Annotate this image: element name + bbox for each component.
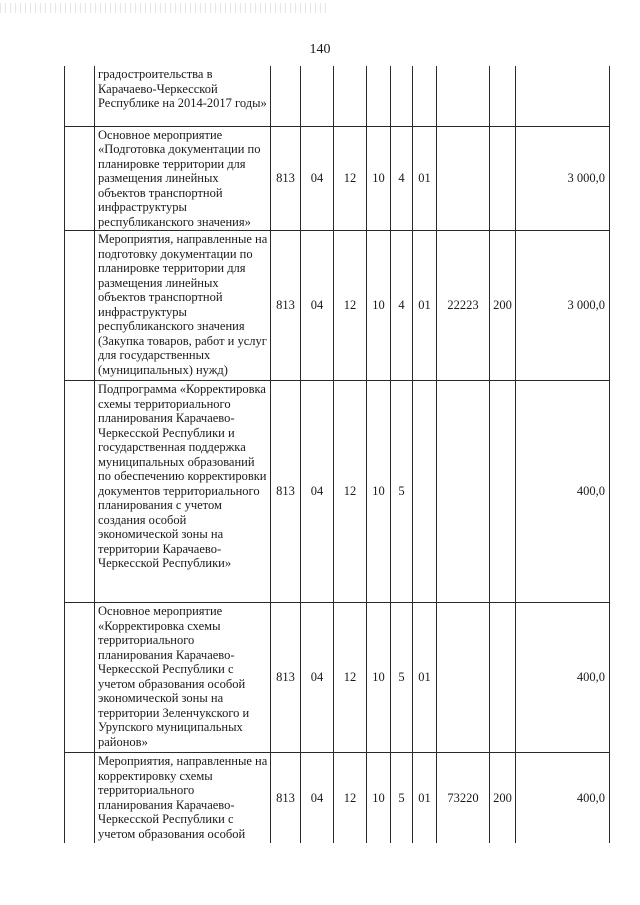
program-code: 10: [367, 126, 391, 231]
section-code: 04: [301, 126, 334, 231]
table-row: [65, 231, 610, 381]
blank-cell: [65, 753, 95, 843]
direction-code: 22223: [437, 231, 490, 381]
subprogram-code: 5: [391, 381, 413, 603]
program-code: 10: [367, 231, 391, 381]
subsection-code: 12: [334, 126, 367, 231]
subsection-code: 12: [334, 381, 367, 603]
table-row: [65, 381, 610, 603]
table-row: [65, 603, 610, 753]
amount: 3 000,0: [516, 126, 610, 231]
section-code: 04: [301, 381, 334, 603]
expense-type-code: 200: [490, 231, 516, 381]
ministry-code: [271, 66, 301, 126]
direction-code: [437, 66, 490, 126]
activity-code: 01: [413, 231, 437, 381]
amount: 400,0: [516, 753, 610, 843]
program-code: [367, 66, 391, 126]
amount: 400,0: [516, 381, 610, 603]
row-name: Подпрограмма «Корректировка схемы территориального планирования Карачаево-Черкесской Республики и государственная поддержка муниципальных образований по обеспечению корректировки документов территориального планирования с учетом создания особой экономической зоны на территории Карачаево-Черкесской Республики»: [95, 381, 271, 603]
ministry-code: 813: [271, 381, 301, 603]
subsection-code: [334, 66, 367, 126]
subsection-code: 12: [334, 753, 367, 843]
subprogram-code: [391, 66, 413, 126]
subsection-code: 12: [334, 603, 367, 753]
direction-code: [437, 603, 490, 753]
direction-code: [437, 381, 490, 603]
section-code: [301, 66, 334, 126]
expense-type-code: [490, 381, 516, 603]
ministry-code: 813: [271, 231, 301, 381]
section-code: 04: [301, 231, 334, 381]
section-code: 04: [301, 603, 334, 753]
ministry-code: 813: [271, 753, 301, 843]
row-name: Мероприятия, направленные на подготовку документации по планировке территории для размещения линейных объектов транспортной инфраструктуры республиканского значения (Закупка товаров, работ и услуг для государственных (муниципальных) нужд): [95, 231, 271, 381]
section-code: 04: [301, 753, 334, 843]
ministry-code: 813: [271, 603, 301, 753]
activity-code: [413, 381, 437, 603]
row-name: градостроительства в Карачаево-Черкесской Республике на 2014-2017 годы»: [95, 66, 271, 126]
blank-cell: [65, 381, 95, 603]
expense-type-code: [490, 66, 516, 126]
amount: 400,0: [516, 603, 610, 753]
amount: 3 000,0: [516, 231, 610, 381]
activity-code: 01: [413, 753, 437, 843]
ministry-code: 813: [271, 126, 301, 231]
table-row: [65, 66, 610, 126]
activity-code: 01: [413, 126, 437, 231]
row-name: Основное мероприятие «Корректировка схемы территориального планирования Карачаево-Черкесской Республики с учетом образования особой экономической зоны на территории Зеленчукского и Урупского муниципальных районов»: [95, 603, 271, 753]
expense-type-code: [490, 603, 516, 753]
blank-cell: [65, 66, 95, 126]
subprogram-code: 4: [391, 231, 413, 381]
subprogram-code: 4: [391, 126, 413, 231]
expense-type-code: [490, 126, 516, 231]
direction-code: [437, 126, 490, 231]
table-row: [65, 126, 610, 231]
table-row: [65, 753, 610, 843]
program-code: 10: [367, 603, 391, 753]
direction-code: 73220: [437, 753, 490, 843]
budget-table: [64, 66, 610, 843]
blank-cell: [65, 231, 95, 381]
program-code: 10: [367, 381, 391, 603]
amount: [516, 66, 610, 126]
expense-type-code: 200: [490, 753, 516, 843]
scan-artifact: [0, 3, 330, 13]
blank-cell: [65, 126, 95, 231]
row-name: Основное мероприятие «Подготовка документации по планировке территории для размещения линейных объектов транспортной инфраструктуры республиканского значения»: [95, 126, 271, 231]
subprogram-code: 5: [391, 753, 413, 843]
activity-code: 01: [413, 603, 437, 753]
subsection-code: 12: [334, 231, 367, 381]
row-name: Мероприятия, направленные на корректировку схемы территориального планирования Карачаево-Черкесской Республики с учетом образования особой: [95, 753, 271, 843]
subprogram-code: 5: [391, 603, 413, 753]
page-number: 140: [309, 42, 331, 57]
activity-code: [413, 66, 437, 126]
blank-cell: [65, 603, 95, 753]
program-code: 10: [367, 753, 391, 843]
